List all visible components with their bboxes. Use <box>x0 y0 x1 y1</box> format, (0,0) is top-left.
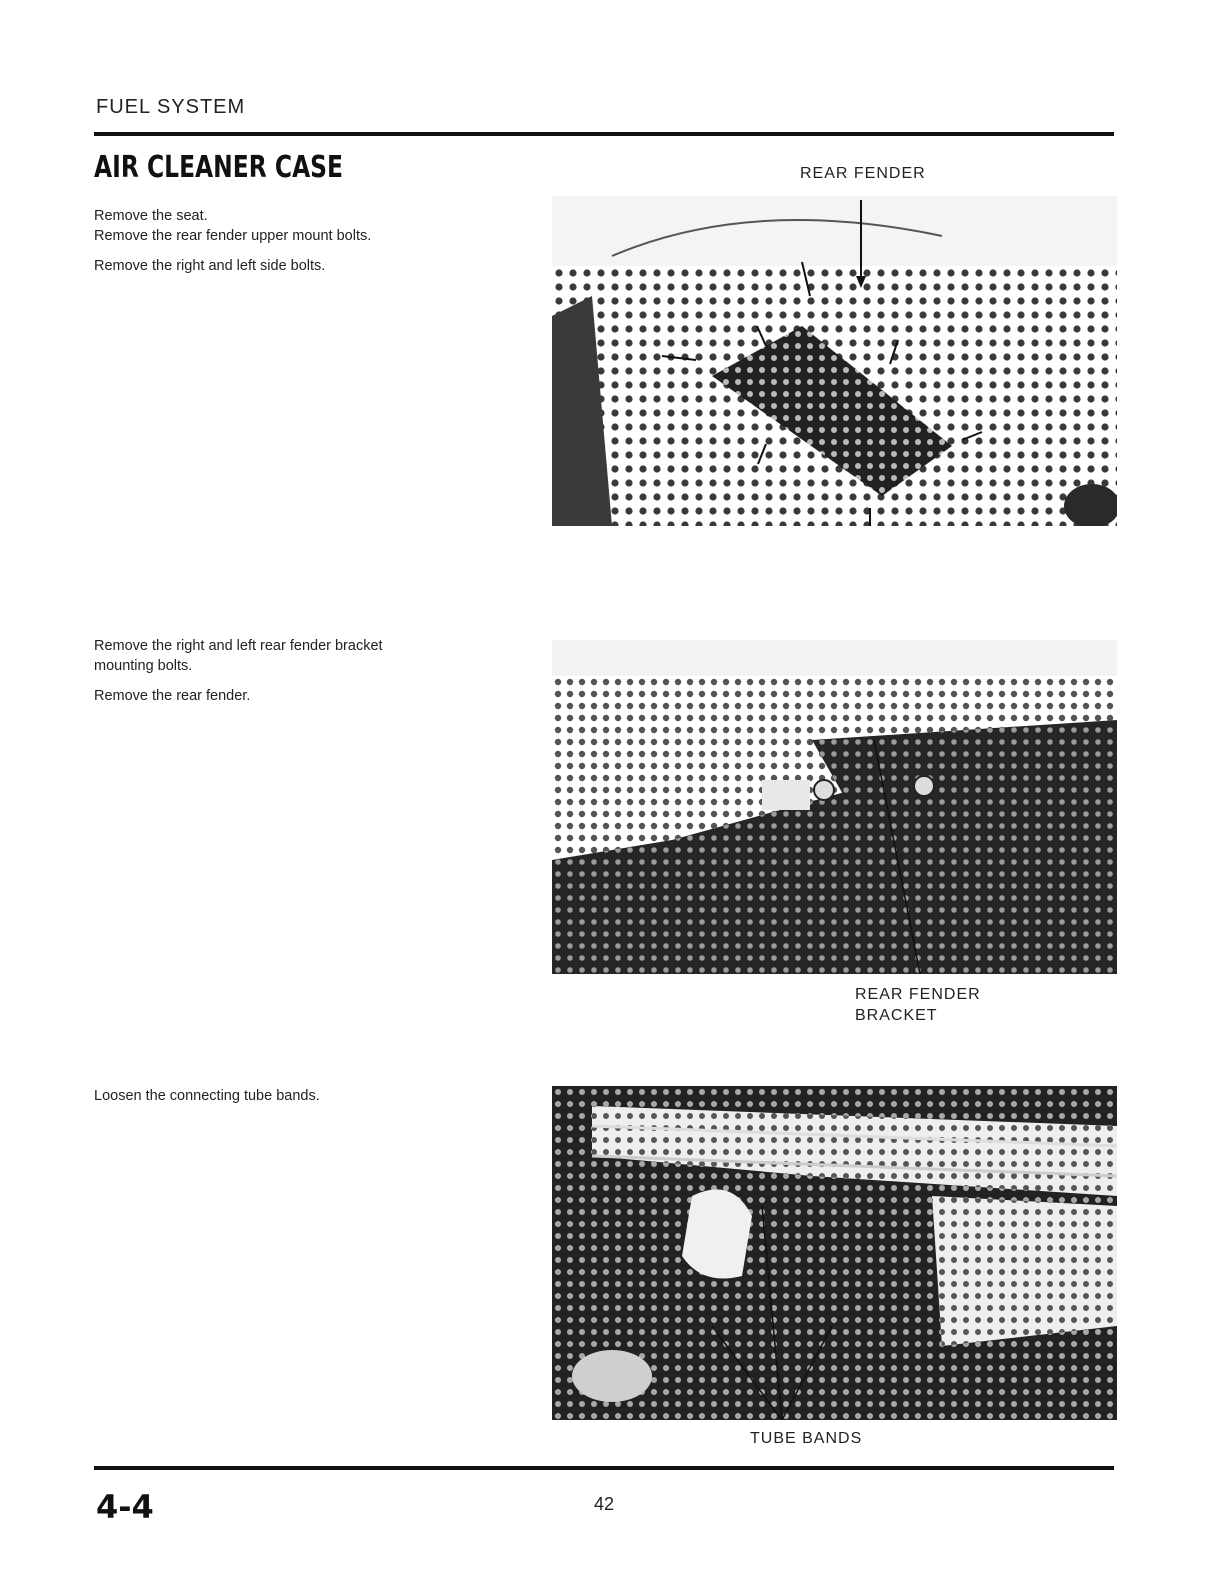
header-rule <box>94 132 1114 136</box>
caption-rear-fender: REAR FENDER <box>800 165 926 182</box>
caption-rear-fender-bracket <box>855 984 981 1026</box>
photo-tube-bands <box>552 1086 1117 1420</box>
section-header: FUEL SYSTEM <box>96 96 246 118</box>
step-1-line-2: Remove the rear fender upper mount bolts. <box>94 228 372 244</box>
step-1-line-3: Remove the right and left side bolts. <box>94 258 326 274</box>
step-2-instructions <box>94 636 474 706</box>
section-number: 4-4 <box>96 1488 154 1526</box>
photo-rear-fender <box>552 196 1117 526</box>
photo-rear-fender-bracket <box>552 640 1117 974</box>
step-3-line-1: Loosen the connecting tube bands. <box>94 1088 320 1104</box>
step-1-line-1: Remove the seat. <box>94 208 208 224</box>
page-title: AIR CLEANER CASE <box>94 150 344 185</box>
footer-rule <box>94 1466 1114 1470</box>
caption-bracket-line-1: REAR FENDER <box>855 986 981 1003</box>
step-2-line-2: mounting bolts. <box>94 658 193 674</box>
caption-tube-bands: TUBE BANDS <box>750 1430 863 1447</box>
step-2-line-3: Remove the rear fender. <box>94 688 251 704</box>
step-3-instructions <box>94 1086 474 1106</box>
caption-bracket-line-2: BRACKET <box>855 1007 938 1024</box>
step-2-line-1: Remove the right and left rear fender bracket <box>94 638 383 654</box>
page-number: 42 <box>594 1494 615 1514</box>
step-1-instructions <box>94 206 474 276</box>
